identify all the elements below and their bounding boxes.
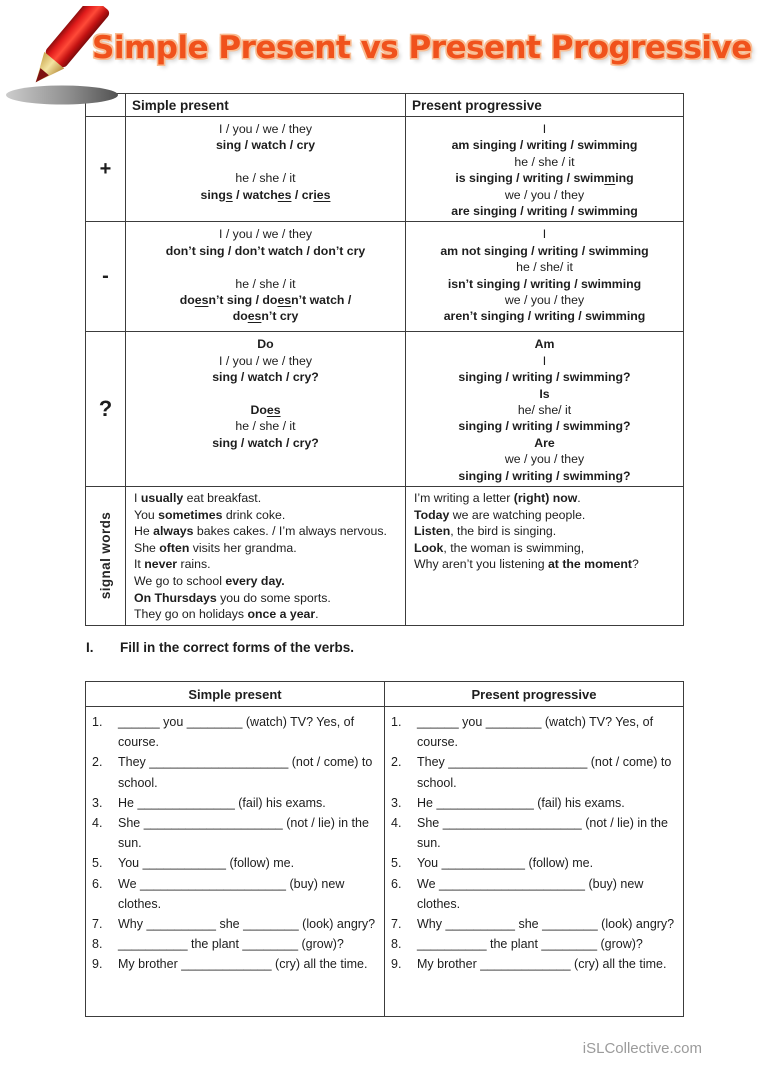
- exercise-simple-column: [86, 707, 385, 1017]
- grammar-line: singing / writing / swimming?: [458, 370, 631, 385]
- item-text: ______ you ________ (watch) TV? Yes, of course.: [417, 715, 654, 750]
- page-title: Simple Present vs Present Progressive: [92, 30, 752, 66]
- grammar-line: [130, 259, 401, 275]
- grammar-line: Do: [257, 337, 274, 352]
- grammar-row-signal-words: [86, 487, 684, 626]
- item-number: 2.: [391, 755, 402, 770]
- section-title: Fill in the correct forms of the verbs.: [120, 640, 355, 655]
- exercise-item: [391, 874, 678, 914]
- grammar-line: I / you / we / they: [219, 227, 312, 242]
- exercise-item: [391, 853, 678, 873]
- item-number: 3.: [92, 795, 103, 810]
- grammar-line: are singing / writing / swimming: [451, 204, 638, 219]
- grammar-line: we / you / they: [504, 293, 585, 308]
- row-symbol-plus: +: [86, 117, 126, 222]
- item-text: They ____________________ (not / come) to school.: [417, 755, 672, 790]
- exercise-header-simple: Simple present: [86, 682, 385, 707]
- exercise-body-row: [86, 707, 684, 1017]
- exercise-item: [92, 934, 379, 954]
- item-text: My brother _____________ (cry) all the time.: [118, 957, 368, 972]
- item-text: You ____________ (follow) me.: [417, 856, 594, 871]
- grammar-line: singing / writing / swimming?: [458, 468, 631, 483]
- signal-progressive-cell: [406, 487, 684, 626]
- grammar-line: sings / watches / cries: [200, 187, 331, 202]
- item-text: Why __________ she ________ (look) angry?: [417, 917, 675, 932]
- row-symbol-question: ?: [86, 332, 126, 487]
- item-text: ______ you ________ (watch) TV? Yes, of course.: [118, 715, 355, 750]
- section-number: I.: [86, 640, 94, 655]
- item-number: 1.: [391, 715, 402, 729]
- grammar-line: he / she / it: [235, 419, 296, 434]
- item-number: 6.: [391, 876, 402, 891]
- item-text: She ____________________ (not / lie) in the sun.: [417, 816, 668, 851]
- grammar-line: I / you / we / they: [219, 353, 312, 368]
- grammar-line: am singing / writing / swimming: [451, 138, 638, 153]
- exercise-item: [92, 793, 379, 813]
- question-progressive-cell: [406, 332, 684, 487]
- grammar-table: [85, 93, 684, 626]
- signal-example: We go to school every day.: [134, 574, 285, 589]
- item-text: He ______________ (fail) his exams.: [118, 795, 326, 810]
- grammar-line: I: [542, 227, 547, 242]
- signal-example: I usually eat breakfast.: [134, 491, 262, 506]
- grammar-line: aren’t singing / writing / swimming: [443, 309, 646, 324]
- grammar-line: don’t sing / don’t watch / don’t cry: [165, 243, 366, 258]
- item-number: 5.: [391, 856, 402, 871]
- grammar-header-simple: Simple present: [126, 94, 406, 117]
- exercise-item: [391, 793, 678, 813]
- item-number: 1.: [92, 715, 103, 729]
- exercise-item: [92, 874, 379, 914]
- exercise-item: [391, 813, 678, 853]
- grammar-line: he/ she/ it: [517, 403, 572, 418]
- signal-example: I’m writing a letter (right) now.: [414, 491, 581, 506]
- exercise-item: [391, 752, 678, 792]
- item-number: 7.: [92, 917, 103, 932]
- signal-example: It never rains.: [134, 557, 211, 572]
- grammar-line: he / she / it: [235, 276, 296, 291]
- exercise-item: [92, 954, 379, 974]
- grammar-line: I / you / we / they: [219, 122, 312, 136]
- exercise-item: [391, 954, 678, 974]
- grammar-line: I: [542, 122, 547, 136]
- item-number: 3.: [391, 795, 402, 810]
- grammar-line: [130, 154, 401, 170]
- negative-simple-cell: [126, 222, 406, 332]
- signal-example: Why aren’t you listening at the moment?: [414, 557, 639, 572]
- exercise-item: [391, 934, 678, 954]
- exercise-item: [391, 914, 678, 934]
- item-number: 2.: [92, 755, 103, 770]
- grammar-line: isn’t singing / writing / swimming: [447, 276, 642, 291]
- signal-simple-cell: [126, 487, 406, 626]
- grammar-header-row: [86, 94, 684, 117]
- signal-example: Listen, the bird is singing.: [414, 524, 557, 539]
- signal-example: He always bakes cakes. / I’m always nervous.: [134, 524, 387, 539]
- exercise-header-progressive: Present progressive: [385, 682, 684, 707]
- item-number: 9.: [391, 957, 402, 972]
- grammar-line: Am: [534, 337, 555, 352]
- item-text: We _____________________ (buy) new clothes.: [118, 876, 345, 911]
- exercise-item: [92, 752, 379, 792]
- grammar-line: Does: [250, 403, 281, 418]
- item-text: __________ the plant ________ (grow)?: [118, 937, 344, 952]
- item-text: They ____________________ (not / come) to school.: [118, 755, 373, 790]
- grammar-line: doesn’t cry: [232, 309, 299, 324]
- exercise-item: [92, 712, 379, 752]
- item-text: She ____________________ (not / lie) in the sun.: [118, 816, 369, 851]
- item-number: 4.: [391, 816, 402, 831]
- grammar-line: we / you / they: [504, 187, 585, 202]
- item-number: 7.: [391, 917, 402, 932]
- grammar-row-affirmative: [86, 117, 684, 222]
- item-number: 8.: [92, 937, 103, 952]
- grammar-line: am not singing / writing / swimming: [440, 243, 649, 258]
- grammar-line: Is: [539, 386, 550, 401]
- islcollective-watermark: iSLCollective.com: [582, 1040, 702, 1057]
- pencil-icon: [2, 6, 124, 108]
- signal-example: Today we are watching people.: [414, 507, 586, 522]
- item-text: __________ the plant ________ (grow)?: [417, 937, 643, 952]
- item-number: 8.: [391, 937, 402, 952]
- grammar-line: [130, 386, 401, 402]
- grammar-header-progressive: Present progressive: [406, 94, 684, 117]
- grammar-line: he / she/ it: [516, 260, 573, 275]
- item-number: 5.: [92, 856, 103, 871]
- exercise-item: [92, 914, 379, 934]
- exercise-table: [85, 681, 684, 1017]
- item-number: 4.: [92, 816, 103, 831]
- signal-words-label: signal words: [98, 512, 114, 600]
- grammar-line: I: [542, 353, 547, 368]
- grammar-line: sing / watch / cry: [215, 138, 316, 153]
- grammar-line: we / you / they: [504, 452, 585, 467]
- item-text: He ______________ (fail) his exams.: [417, 795, 625, 810]
- grammar-row-question: [86, 332, 684, 487]
- negative-progressive-cell: [406, 222, 684, 332]
- question-simple-cell: [126, 332, 406, 487]
- item-text: Why __________ she ________ (look) angry?: [118, 917, 376, 932]
- exercise-header-row: [86, 682, 684, 707]
- grammar-line: doesn’t sing / doesn’t watch /: [179, 293, 352, 308]
- grammar-line: he / she / it: [514, 154, 575, 169]
- exercise-item: [92, 813, 379, 853]
- signal-example: They go on holidays once a year.: [134, 607, 319, 622]
- exercise-item: [92, 853, 379, 873]
- item-text: You ____________ (follow) me.: [118, 856, 295, 871]
- section-heading: [86, 640, 354, 655]
- item-text: My brother _____________ (cry) all the time.: [417, 957, 667, 972]
- exercise-progressive-column: [385, 707, 684, 1017]
- signal-example: On Thursdays you do some sports.: [134, 590, 331, 605]
- grammar-line: he / she / it: [235, 171, 296, 186]
- row-symbol-minus: -: [86, 222, 126, 332]
- grammar-row-negative: [86, 222, 684, 332]
- signal-example: Look, the woman is swimming,: [414, 540, 585, 555]
- item-number: 9.: [92, 957, 103, 972]
- grammar-line: sing / watch / cry?: [212, 435, 319, 450]
- affirmative-simple-cell: [126, 117, 406, 222]
- grammar-line: is singing / writing / swimming: [455, 171, 634, 186]
- affirmative-progressive-cell: [406, 117, 684, 222]
- signal-words-label-cell: [86, 487, 126, 626]
- grammar-line: sing / watch / cry?: [212, 370, 319, 385]
- grammar-line: Are: [534, 435, 555, 450]
- exercise-item: [391, 712, 678, 752]
- grammar-line: singing / writing / swimming?: [458, 419, 631, 434]
- signal-example: She often visits her grandma.: [134, 540, 297, 555]
- item-number: 6.: [92, 876, 103, 891]
- item-text: We _____________________ (buy) new clothes.: [417, 876, 644, 911]
- signal-example: You sometimes drink coke.: [134, 507, 286, 522]
